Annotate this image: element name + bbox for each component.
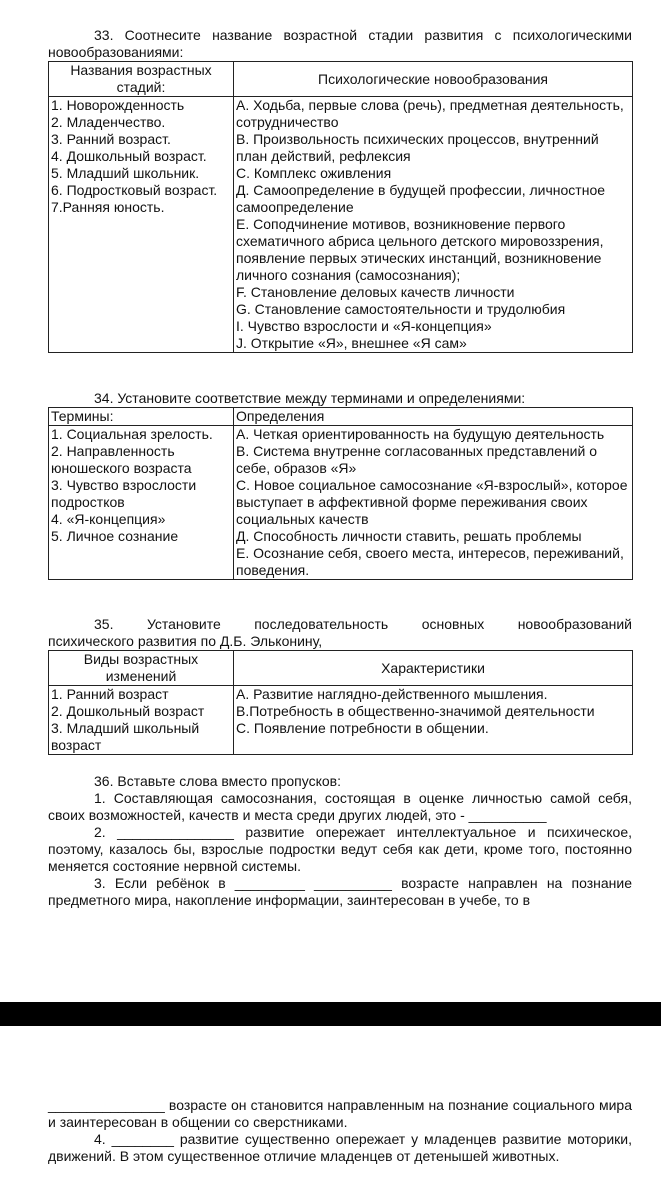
q34-col1-header: Термины:	[49, 408, 234, 426]
q35-char-item: С. Появление потребности в общении.	[236, 720, 489, 736]
q36-block	[48, 773, 632, 909]
q33-item: G. Становление самостоятельности и трудолюбия	[236, 301, 566, 317]
q33-item: Е. Соподчинение мотивов, возникновение первого схематичного абриса цельного детского мировоззрения, появление первых этических инстанций, возникновение личного сознания (самосознания);	[236, 216, 604, 283]
q34-definitions-cell	[234, 426, 633, 580]
q35-chars-cell	[234, 686, 633, 755]
q36-paragraph-2: 2. _______________ развитие опережает интеллектуальное и психическое, поэтому, казалось бы, взрослые подростки ведут себя как дети, кроме того, постоянно меняется состояние нервной системы.	[48, 824, 632, 874]
q35-title-line2: психического развития по Д.Б. Эльконину,	[48, 633, 323, 649]
q36-paragraph-3: 3. Если ребёнок в _________ __________ возрасте направлен на познание предметного мира, накопление информации, заинтересован в учебе, то в	[48, 875, 632, 908]
q35-table-wrap	[48, 650, 632, 755]
q34-definition-item: С. Новое социальное самосознание «Я-взрослый», которое выступает в аффективной форме переживания своих социальных качеств	[236, 477, 628, 527]
q33-stage-item: 5. Младший школьник.	[51, 165, 200, 181]
q33-table-wrap	[48, 61, 632, 353]
q34-definition-item: Д. Способность личности ставить, решать проблемы	[236, 528, 582, 544]
q33-stage-item: 3. Ранний возраст.	[51, 131, 171, 147]
q36-title: 36. Вставьте слова вместо пропусков:	[94, 773, 341, 789]
q33-col1-header: Названия возрастных стадий:	[49, 62, 234, 97]
q33-stage-item: 7.Ранняя юность.	[51, 199, 165, 215]
page-break-band	[0, 1002, 661, 1026]
q33-item: I. Чувство взрослости и «Я-концепция»	[236, 318, 492, 334]
q34-term-item: 2. Направленность юношеского возраста	[51, 443, 192, 476]
q33-item: F. Становление деловых качеств личности	[236, 284, 515, 300]
q33-items-cell	[234, 97, 633, 353]
q33-table	[48, 61, 633, 353]
q35-kind-item: 1. Ранний возраст	[51, 686, 169, 702]
q33-stage-item: 4. Дошкольный возраст.	[51, 148, 207, 164]
q34-term-item: 1. Социальная зрелость.	[51, 426, 213, 442]
q35-col2-header: Характеристики	[234, 651, 633, 686]
q34-table-wrap	[48, 407, 632, 580]
q34-term-item: 5. Личное сознание	[51, 528, 179, 544]
q35-table	[48, 650, 633, 755]
q36-paragraph-1: 1. Составляющая самосознания, состоящая в оценке личностью самой себя, своих возможностей, качеств и места среди других людей, это - __________	[48, 790, 632, 823]
q33-stage-item: 2. Младенчество.	[51, 114, 166, 130]
q35-kinds-cell	[49, 686, 234, 755]
q34-definition-item: В. Система внутренне согласованных представлений о себе, образов «Я»	[236, 443, 597, 476]
q35-title-line1: 35. Установите последовательность основных новообразований	[94, 616, 632, 632]
q36-continued-block	[48, 1097, 632, 1165]
q35-col1-header: Виды возрастных изменений	[49, 651, 234, 686]
q33-stage-item: 1. Новорожденность	[51, 97, 185, 113]
q33-item: С. Комплекс оживления	[236, 165, 392, 181]
q35-kind-item: 2. Дошкольный возраст	[51, 703, 205, 719]
q34-title: 34. Установите соответствие между терминами и определениями:	[94, 390, 526, 406]
q33-item: В. Произвольность психических процессов, внутренний план действий, рефлексия	[236, 131, 599, 164]
q33-title: 33. Соотнесите название возрастной стадии развития с психологическими новообразованиями:	[48, 27, 632, 60]
q34-definition-item: А. Четкая ориентированность на будущую деятельность	[236, 426, 605, 442]
q33-stage-item: 6. Подростковый возраст.	[51, 182, 218, 198]
q34-col2-header: Определения	[234, 408, 633, 426]
q33-stages-cell	[49, 97, 234, 353]
q36-paragraph-3-continued: _______________ возрасте он становится направленным на познание социального мира и заинтересован в общении со сверстниками.	[48, 1097, 632, 1130]
q35-kind-item: 3. Младший школьный возраст	[51, 720, 200, 753]
q34-term-item: 4. «Я-концепция»	[51, 511, 166, 527]
q36-paragraph-4: 4. ________ развитие существенно опережает у младенцев развитие моторики, движений. В этом существенное отличие младенцев от детенышей животных.	[48, 1131, 632, 1164]
q33-col2-header: Психологические новообразования	[234, 62, 633, 97]
q35-title	[48, 616, 632, 650]
q34-term-item: 3. Чувство взрослости подростков	[51, 477, 197, 510]
q35-char-item: В.Потребность в общественно-значимой деятельности	[236, 703, 595, 719]
q34-definition-item: Е. Осознание себя, своего места, интересов, переживаний, поведения.	[236, 545, 624, 578]
q33-item: J. Открытие «Я», внешнее «Я сам»	[236, 335, 467, 351]
q35-char-item: А. Развитие наглядно-действенного мышления.	[236, 686, 548, 702]
q34-terms-cell	[49, 426, 234, 580]
q33-item: Д. Самоопределение в будущей профессии, личностное самоопределение	[236, 182, 606, 215]
q33-item: А. Ходьба, первые слова (речь), предметная деятельность, сотрудничество	[236, 97, 624, 130]
q34-table	[48, 407, 633, 580]
